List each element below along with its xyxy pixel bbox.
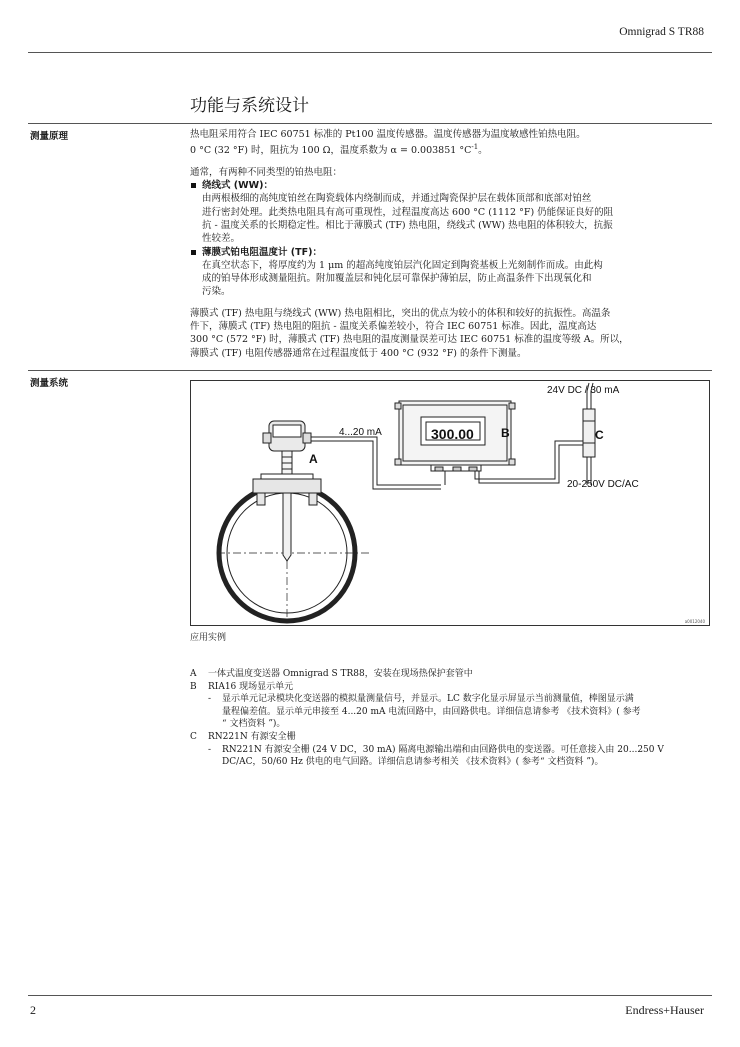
legend-text: RIA16 现场显示单元 — [208, 681, 294, 692]
footer-rule — [28, 995, 712, 996]
legend-dash: - — [208, 694, 212, 705]
figure-caption: 应用实例 — [190, 633, 227, 643]
principle-body — [190, 128, 688, 360]
legend-line: 量程偏差值。显示单元串接至 4...20 mA 电流回路中，由回路供电。详细信息请参考 《技术资料》( 参考 — [222, 706, 641, 717]
system-diagram — [191, 381, 709, 625]
tf-line: 在真空状态下，将厚度约为 1 μm 的超高纯度铂层汽化固定到陶瓷基板上光刻制作而成。由此构 — [202, 259, 603, 271]
legend-key: B — [190, 681, 197, 692]
principle-p1-sup: -1 — [471, 143, 479, 152]
header-product: Omnigrad S TR88 — [619, 26, 704, 38]
system-figure — [190, 380, 710, 626]
ww-line: 性较差。 — [202, 233, 241, 245]
legend-text: 一体式温度变送器 Omnigrad S TR88，安装在现场热保护套管中 — [208, 669, 473, 679]
legend-sub-b — [190, 693, 710, 731]
ww-line: 进行密封处理。此类热电阻具有高可重现性，过程温度高达 600 °C (1112 °F) 仍能保证良好的阻 — [202, 206, 614, 218]
flange-top — [261, 474, 313, 479]
tf-line: 成的铂导体形成测量阻抗。附加覆盖层和钝化层可靠保护薄铂层，防止高温条件下出现氧化和 — [202, 273, 592, 285]
legend-sub-c — [190, 744, 710, 769]
page-title: 功能与系统设计 — [190, 96, 309, 116]
section-rule-system — [28, 370, 712, 371]
supply-ac-label: 20-250V DC/AC — [567, 479, 639, 490]
ww-line: 抗 - 温度关系的长期稳定性。相比于薄膜式 (TF) 热电阻，绕线式 (WW) 热电阻的体积较大，抗振 — [202, 219, 613, 231]
legend-line: RN221N 有源安全栅 (24 V DC，30 mA) 隔离电源输出端和由回路供电的变送器。可任意接入由 20...250 V — [222, 744, 664, 755]
legend-item-a — [190, 668, 710, 681]
bullet-ww — [190, 179, 688, 245]
bullet-tf — [190, 246, 688, 299]
principle-p1-line2: 0 °C (32 °F) 时，阻抗为 100 Ω，温度系数为 α = 0.003851 $^\circ C^{-1}$。 — [190, 143, 488, 157]
section-rule-principle — [28, 123, 712, 124]
flange-bolt — [257, 493, 265, 505]
legend-key: A — [190, 669, 197, 679]
figure-code: a0012040 — [684, 619, 705, 624]
principle-p3-line: 300 °C (572 °F) 时，薄膜式 (TF) 热电阻的温度测量误差可达 IEC 60751 标准的温度等级 A。所以， — [190, 334, 629, 346]
ww-heading: 绕线式 (WW)： — [202, 180, 273, 192]
legend-line: “ 文档资料 ”)。 — [222, 719, 286, 730]
label-b: B — [501, 426, 510, 440]
tf-heading: 薄膜式铂电阻温度计 (TF)： — [202, 246, 322, 258]
system-label: 测量系统 — [30, 378, 69, 389]
flange — [253, 479, 321, 493]
legend-line: 显示单元记录模块化变送器的模拟量测量信号，并显示。LC 数字化显示屏显示当前测量值，棒图显示满 — [222, 694, 634, 705]
principle-p2: 通常，有两种不同类型的铂热电阻： — [190, 166, 343, 178]
supply-dc-label: 24V DC / 30 mA — [547, 385, 620, 396]
label-c: C — [595, 428, 604, 442]
principle-label: 测量原理 — [30, 131, 69, 142]
label-a: A — [309, 452, 318, 466]
thermowell — [283, 493, 291, 561]
principle-p3-line: 薄膜式 (TF) 热电阻与绕线式 (WW) 热电阻相比，突出的优点为较小的体积和较好的抗振性。高温条 — [190, 307, 611, 319]
tf-line: 污染。 — [202, 286, 231, 298]
legend-text: RN221N 有源安全栅 — [208, 731, 296, 742]
signal-label: 4...20 mA — [339, 427, 382, 438]
flange-bolt — [309, 493, 317, 505]
figure-legend — [190, 668, 710, 769]
display-readout: 300.00 — [431, 426, 474, 442]
bullet-square — [191, 183, 196, 188]
legend-item-c — [190, 731, 710, 744]
page-number: 2 — [30, 1003, 36, 1017]
principle-p3-line: 薄膜式 (TF) 电阻传感器通常在过程温度低于 400 °C (932 °F) 的条件下测量。 — [190, 347, 527, 359]
bullet-square — [191, 250, 196, 255]
barrier-unit — [583, 409, 595, 457]
legend-line: DC/AC，50/60 Hz 供电的电气回路。详细信息请参考相关 《技术资料》( 参考“ 文档资料 ”)。 — [222, 757, 604, 768]
legend-item-b — [190, 681, 710, 694]
ww-line: 由两根极细的高纯度铂丝在陶瓷载体内绕制而成，并通过陶瓷保护层在载体顶部和底部对铂丝 — [202, 193, 592, 205]
footer-brand: Endress+Hauser — [625, 1003, 704, 1017]
principle-p1-line1: 热电阻采用符合 IEC 60751 标准的 Pt100 温度传感器。温度传感器为温度敏感性铂热电阻。 — [190, 129, 586, 140]
legend-key: C — [190, 731, 197, 742]
legend-dash: - — [208, 744, 212, 755]
header-rule — [28, 52, 712, 53]
principle-p3-line: 件下，薄膜式 (TF) 热电阻的阻抗 - 温度关系偏差较小，符合 IEC 60751 标准。因此，温度高达 — [190, 321, 597, 333]
